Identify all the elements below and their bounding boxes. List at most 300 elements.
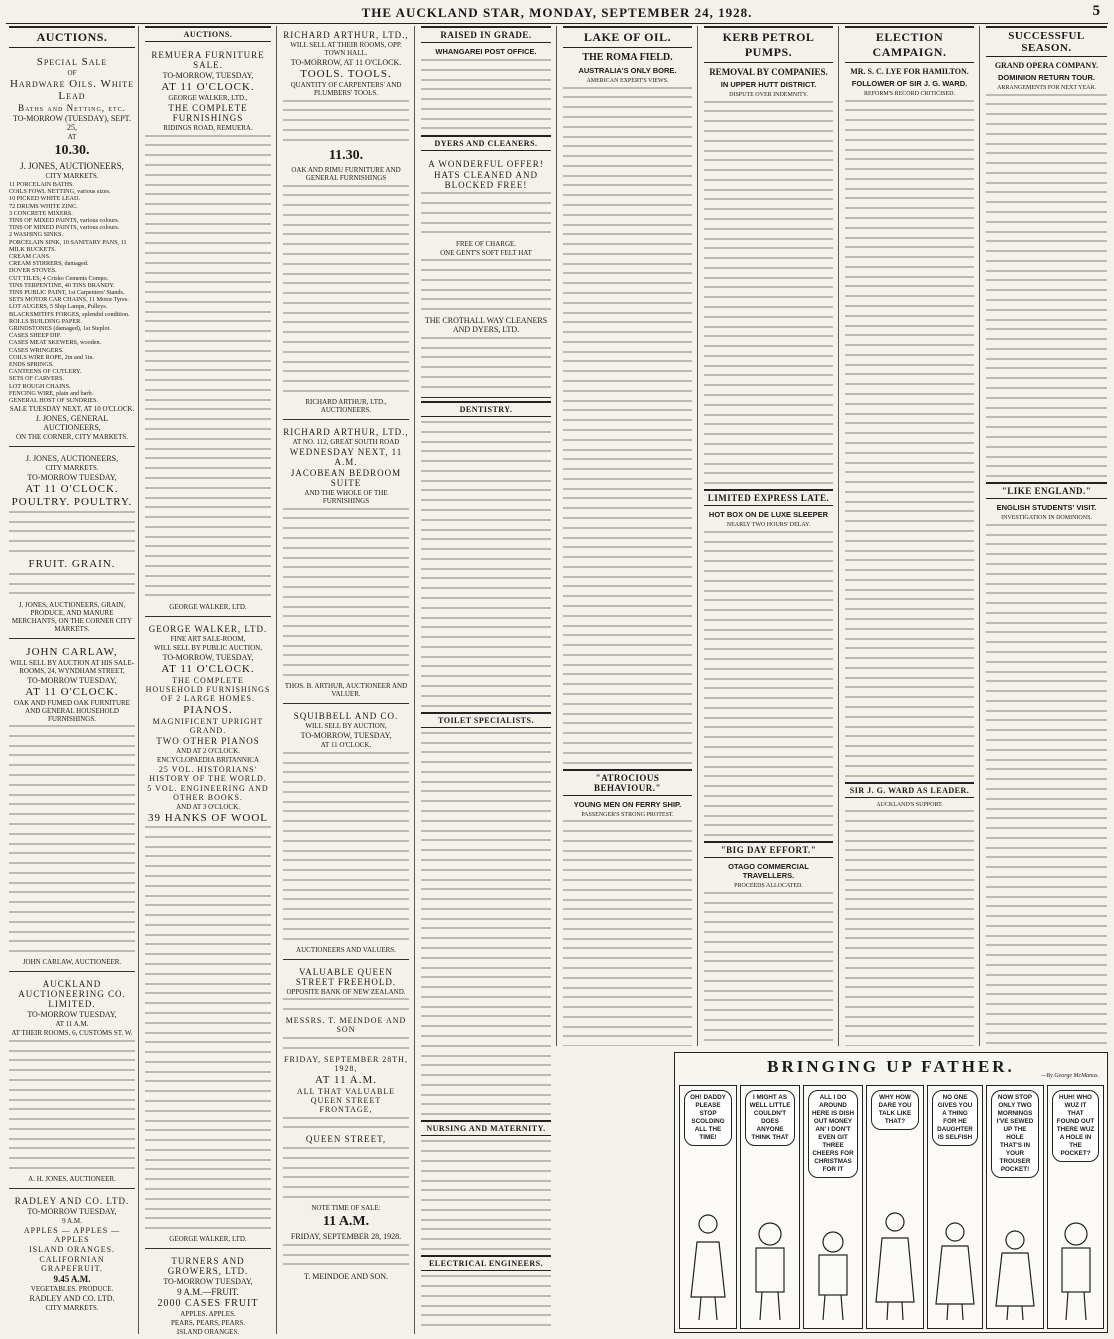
- ad-line: FRUIT. GRAIN.: [28, 558, 116, 571]
- ad-time: AT 11 O'CLOCK.: [25, 483, 119, 496]
- body-text-line: [845, 305, 974, 312]
- body-text-line: [845, 696, 974, 703]
- body-text-line: [283, 859, 409, 866]
- body-text-line: [145, 506, 271, 513]
- body-text-line: [283, 840, 409, 847]
- body-text-line: [421, 431, 551, 438]
- body-text-line: [986, 837, 1107, 844]
- body-text-line: [704, 824, 833, 831]
- body-text-line: [563, 1026, 692, 1033]
- body-text-line: [704, 990, 833, 997]
- body-text-line: [704, 306, 833, 313]
- body-text-line: [845, 491, 974, 498]
- body-text-line: [283, 566, 409, 573]
- turners-growers-ad: [145, 1252, 271, 1334]
- body-text-line: [704, 599, 833, 606]
- body-text-line: [986, 240, 1107, 247]
- arthur-tools-ad: [283, 26, 409, 420]
- body-text-line: [845, 540, 974, 547]
- body-text-line: [283, 194, 409, 201]
- subheadline: PASSENGER'S STRONG PROTEST.: [581, 811, 674, 818]
- body-text-line: [145, 1090, 271, 1097]
- body-text-line: [9, 573, 135, 580]
- ad-date: TO-MORROW, TUESDAY,: [162, 652, 254, 662]
- body-text-line: [845, 501, 974, 508]
- speech-bubble: NO ONE GIVES YOU A THING FOR HE DAUGHTER IS SELFISH: [932, 1090, 978, 1146]
- body-text-line: [845, 667, 974, 674]
- ad-line: GEORGE WALKER, LTD.: [148, 623, 268, 634]
- body-text-line: [986, 886, 1107, 893]
- body-text-line: [563, 409, 692, 416]
- body-text-line: [421, 1006, 551, 1013]
- body-text-line: [986, 710, 1107, 717]
- body-text-line: [421, 849, 551, 856]
- body-text-line: [563, 292, 692, 299]
- ad-line: FINE ART SALE-ROOM,: [170, 634, 246, 643]
- comic-panel-2: [740, 1085, 800, 1329]
- body-text-line: [704, 150, 833, 157]
- body-text-line: [704, 238, 833, 245]
- body-text-line: [283, 1196, 409, 1203]
- body-text-line: [283, 625, 409, 632]
- body-text-line: [283, 908, 409, 915]
- body-text-line: [986, 817, 1107, 824]
- ad-time: 9 A.M.—FRUIT.: [177, 1287, 239, 1298]
- body-text-line: [283, 918, 409, 925]
- body-text-line: [145, 418, 271, 425]
- body-text-line: [145, 953, 271, 960]
- speech-bubble: ALL I DO AROUND HERE IS DISH OUT MONEY AN' I DON'T EVEN GIT THREE CHEERS FOR CHRISTMAS FOR IT: [808, 1090, 858, 1178]
- body-text-line: [421, 810, 551, 817]
- body-text-line: [986, 152, 1107, 159]
- ad-date: TO-MORROW, TUESDAY,: [300, 731, 392, 741]
- body-text-line: [421, 957, 551, 964]
- ad-line: A WONDERFUL OFFER!: [428, 158, 544, 169]
- comic-panel-3: [803, 1085, 863, 1329]
- body-text-line: [283, 214, 409, 221]
- body-text-line: [421, 127, 551, 134]
- body-text-line: [845, 569, 974, 576]
- ad-line: OF: [67, 69, 77, 77]
- body-text-line: [283, 233, 409, 240]
- body-text-line: [986, 211, 1107, 218]
- ad-line: PEARS, PEARS, PEARS.: [170, 1319, 246, 1328]
- ad-line: AND THE WHOLE OF THE FURNISHINGS: [304, 489, 388, 506]
- body-text-line: [563, 517, 692, 524]
- body-text-line: [421, 967, 551, 974]
- body-text-line: [421, 79, 551, 86]
- body-text-line: [145, 1051, 271, 1058]
- body-text-line: [704, 130, 833, 137]
- body-text-line: [421, 656, 551, 663]
- body-text-line: [986, 925, 1107, 932]
- ad-line: AT NO. 112, GREAT SOUTH ROAD: [292, 438, 400, 447]
- lot-item: COILS FOWL NETTING, various sizes.: [9, 188, 111, 196]
- body-text-line: [704, 1009, 833, 1016]
- ad-line: ISLAND ORANGES.: [28, 1245, 116, 1255]
- ad-line: ONE GENT'S SOFT FELT HAT: [440, 248, 532, 257]
- body-text-line: [9, 774, 135, 781]
- daughter-figure-icon: [683, 1202, 733, 1322]
- body-text-line: [283, 547, 409, 554]
- body-text-line: [563, 918, 692, 925]
- body-text-line: [145, 1129, 271, 1136]
- body-text-line: [283, 517, 409, 524]
- body-text-line: [421, 771, 551, 778]
- body-text-line: [563, 859, 692, 866]
- body-text-line: [421, 279, 551, 286]
- body-text-line: [563, 1045, 692, 1046]
- body-text-line: [704, 970, 833, 977]
- body-text-line: [563, 664, 692, 671]
- body-text-line: [563, 1006, 692, 1013]
- body-text-line: [986, 289, 1107, 296]
- body-text-line: [704, 629, 833, 636]
- body-text-line: [145, 399, 271, 406]
- body-text-line: [283, 615, 409, 622]
- ad-signature: J. JONES, GENERAL AUCTIONEERS,: [35, 414, 109, 433]
- lot-item: 2 WASHING SINKS.: [9, 231, 64, 239]
- body-text-line: [421, 1160, 551, 1167]
- lot-item: CASES WRINGERS.: [9, 346, 64, 354]
- body-text-line: [145, 885, 271, 892]
- body-text-line: [563, 243, 692, 250]
- body-text-line: [145, 963, 271, 970]
- body-text-line: [986, 573, 1107, 580]
- body-text-line: [563, 605, 692, 612]
- body-text-line: [421, 607, 551, 614]
- lot-item: TINS PUBLIC PAINT, 1st Carpenters' Stands.: [9, 289, 125, 297]
- body-text-line: [9, 735, 135, 742]
- body-text-line: [145, 575, 271, 582]
- body-text-line: [145, 174, 271, 181]
- body-text-line: [986, 788, 1107, 795]
- body-text-line: [845, 471, 974, 478]
- body-text-line: [845, 967, 974, 974]
- body-text-line: [563, 615, 692, 622]
- ad-time: AND AT 3 O'CLOCK.: [176, 802, 240, 811]
- body-text-line: [845, 149, 974, 156]
- body-text-line: [283, 273, 409, 280]
- body-text-line: [145, 983, 271, 990]
- ad-signature: JOHN CARLAW, AUCTIONEER.: [22, 958, 122, 967]
- body-text-line: [986, 1042, 1107, 1046]
- ad-line: RICHARD ARTHUR, LTD.,: [283, 427, 409, 438]
- body-text-line: [986, 671, 1107, 678]
- comic-panel-7: [1047, 1085, 1104, 1329]
- body-text-line: [845, 550, 974, 557]
- body-text-line: [145, 846, 271, 853]
- body-text-line: [145, 1041, 271, 1048]
- body-text-line: [563, 429, 692, 436]
- ad-line: TURNERS AND GROWERS, LTD.: [167, 1256, 249, 1277]
- ad-line: ALL THAT VALUABLE QUEEN STREET FRONTAGE,: [296, 1086, 396, 1114]
- body-text-line: [704, 345, 833, 352]
- body-text-line: [145, 855, 271, 862]
- body-text-line: [145, 1188, 271, 1195]
- body-text-line: [986, 348, 1107, 355]
- ad-line: JOHN CARLAW,: [26, 645, 118, 658]
- mother-figure-icon: [930, 1212, 980, 1322]
- body-text-line: [9, 1059, 135, 1066]
- carlaw-sale-ad: [9, 642, 135, 973]
- ad-line: RADLEY AND CO. LTD.: [14, 1196, 130, 1207]
- body-text-line: [845, 227, 974, 234]
- ad-time: 9.45 A.M.: [53, 1274, 91, 1285]
- ad-line: TWO OTHER PIANOS: [156, 735, 260, 746]
- body-text-line: [283, 1254, 409, 1261]
- body-text-line: [145, 973, 271, 980]
- poultry-sale-ad: [9, 450, 135, 638]
- body-text-line: [986, 778, 1107, 785]
- body-text-line: [421, 558, 551, 565]
- body-text-line: [986, 768, 1107, 775]
- body-text-line: [845, 859, 974, 866]
- body-text-line: [283, 185, 409, 192]
- body-text-line: [563, 732, 692, 739]
- ad-line: 39 HANKS OF WOOL: [148, 811, 268, 824]
- body-text-line: [145, 497, 271, 504]
- hardware-sale-ad: [9, 52, 135, 447]
- body-text-line: [283, 263, 409, 270]
- body-text-line: [421, 356, 551, 363]
- body-text-line: [145, 154, 271, 161]
- ad-signature: THE CROTHALL WAY CLEANERS AND DYERS, LTD.: [424, 316, 548, 335]
- body-text-line: [563, 537, 692, 544]
- body-text-line: [563, 184, 692, 191]
- body-text-line: [9, 940, 135, 947]
- body-text-line: [9, 754, 135, 761]
- body-text-line: [563, 556, 692, 563]
- lot-item: CASES SHEEP DIP.: [9, 332, 61, 340]
- body-text-line: [563, 106, 692, 113]
- body-text-line: [145, 1178, 271, 1185]
- speech-bubble: HUH! WHO WUZ IT THAT FOUND OUT THERE WUZ A HOLE IN THE POCKET?: [1052, 1090, 1099, 1162]
- body-text-line: [704, 892, 833, 899]
- body-text-line: [704, 1039, 833, 1046]
- body-text-line: [563, 400, 692, 407]
- body-text-line: [9, 1167, 135, 1174]
- body-text-line: [145, 457, 271, 464]
- body-text-line: [563, 634, 692, 641]
- body-text-line: [845, 686, 974, 693]
- body-text-line: [704, 365, 833, 372]
- ad-line: HATS CLEANED AND BLOCKED FREE!: [433, 169, 538, 190]
- body-text-line: [986, 729, 1107, 736]
- ad-time: 11 A.M.: [322, 1214, 370, 1230]
- ad-line: ENCYCLOPAEDIA BRITANNICA: [156, 755, 260, 764]
- body-text-line: [986, 309, 1107, 316]
- ad-date: WEDNESDAY NEXT, 11 A.M.: [289, 447, 403, 468]
- body-text-line: [283, 527, 409, 534]
- body-text-line: [986, 876, 1107, 883]
- ad-line: Hardware Oils. White Lead: [9, 78, 135, 102]
- ad-line: Baths and Netting, etc.: [18, 103, 126, 113]
- body-text-line: [986, 651, 1107, 658]
- body-text-line: [986, 191, 1107, 198]
- body-text-line: [986, 827, 1107, 834]
- body-text-line: [283, 204, 409, 211]
- column-divider: [276, 26, 277, 1334]
- lot-item: SETS OF CARVERS.: [9, 375, 65, 383]
- body-text-line: [421, 800, 551, 807]
- body-text-line: [145, 1168, 271, 1175]
- body-text-line: [845, 706, 974, 713]
- body-text-line: [283, 820, 409, 827]
- body-text-line: [283, 596, 409, 603]
- body-text-line: [283, 302, 409, 309]
- section-header: ELECTRICAL ENGINEERS.: [421, 1255, 551, 1271]
- body-text-line: [283, 898, 409, 905]
- ad-signature: RADLEY AND CO. LTD.: [29, 1294, 115, 1304]
- body-text-line: [704, 805, 833, 812]
- body-text-line: [845, 947, 974, 954]
- body-text-line: [986, 377, 1107, 384]
- body-text-line: [421, 337, 551, 344]
- ad-signature: GEORGE WALKER, LTD.: [169, 602, 247, 611]
- ad-signature: RICHARD ARTHUR, LTD., AUCTIONEERS.: [305, 398, 387, 415]
- body-text-line: [986, 798, 1107, 805]
- ad-line: PIANOS.: [183, 703, 233, 716]
- body-text-line: [9, 1157, 135, 1164]
- body-text-line: [845, 442, 974, 449]
- body-text-line: [145, 526, 271, 533]
- lot-item: DOVER STOVES.: [9, 267, 57, 275]
- body-text-line: [986, 103, 1107, 110]
- lot-item: SETS MOTOR CAR CHAINS, 11 Motor Tyres.: [9, 296, 129, 304]
- body-text-line: [704, 795, 833, 802]
- subheadline: ARRANGEMENTS FOR NEXT YEAR.: [996, 85, 1096, 91]
- body-text-line: [845, 618, 974, 625]
- ad-line: AT: [67, 133, 77, 141]
- body-text-line: [704, 726, 833, 733]
- body-text-line: [9, 843, 135, 850]
- body-text-line: [563, 96, 692, 103]
- body-text-line: [283, 109, 409, 116]
- body-text-line: [283, 998, 409, 1005]
- lot-item: ENDS SPRINGS.: [9, 361, 54, 369]
- ad-line: GEORGE WALKER, LTD.,: [168, 94, 248, 102]
- body-text-line: [704, 394, 833, 401]
- body-text-line: [421, 480, 551, 487]
- body-text-line: [563, 488, 692, 495]
- body-text-line: [986, 563, 1107, 570]
- body-text-line: [845, 178, 974, 185]
- body-text-line: [9, 784, 135, 791]
- body-text-line: [421, 577, 551, 584]
- body-text-line: [704, 482, 833, 489]
- ad-line: QUANTITY OF CARPENTERS' AND PLUMBERS' TOOLS.: [290, 81, 402, 97]
- ad-line: REMUERA FURNITURE SALE.: [151, 50, 265, 70]
- body-text-line: [283, 889, 409, 896]
- body-text-line: [421, 538, 551, 545]
- mother-figure-icon: [870, 1202, 920, 1322]
- column-divider: [838, 26, 839, 1046]
- ad-line: APPLES — APPLES — APPLES: [23, 1226, 121, 1245]
- body-text-line: [704, 433, 833, 440]
- lot-item: CASES MEAT SKEWERS, wooden.: [9, 339, 102, 347]
- body-text-line: [986, 162, 1107, 169]
- body-text-line: [145, 1159, 271, 1166]
- body-text-line: [283, 664, 409, 671]
- body-text-line: [283, 635, 409, 642]
- body-text-line: [421, 918, 551, 925]
- body-text-line: [704, 257, 833, 264]
- body-text-line: [9, 813, 135, 820]
- body-text-line: [145, 262, 271, 269]
- ad-line: SQUIBBELL AND CO.: [293, 711, 399, 722]
- body-text-line: [421, 685, 551, 692]
- body-text-line: [283, 1186, 409, 1193]
- body-text-line: [845, 207, 974, 214]
- fine-art-sale-ad: [145, 620, 271, 1250]
- body-text-line: [563, 752, 692, 759]
- body-text-line: [421, 509, 551, 516]
- body-text-line: [283, 674, 409, 681]
- lot-item: 3 CONCRETE MIXERS.: [9, 209, 73, 217]
- body-text-line: [283, 810, 409, 817]
- body-text-line: [704, 746, 833, 753]
- lot-item: TINS TERPENTINE, 40 TINS BRANDY.: [9, 281, 115, 289]
- subheadline: MR. S. C. LYE FOR HAMILTON.: [850, 67, 969, 76]
- body-text-line: [283, 253, 409, 260]
- body-text-line: [986, 456, 1107, 463]
- body-text-line: [845, 977, 974, 984]
- body-text-line: [845, 403, 974, 410]
- body-text-line: [704, 941, 833, 948]
- body-text-line: [986, 182, 1107, 189]
- body-text-line: [9, 1040, 135, 1047]
- headline: LIMITED EXPRESS LATE.: [704, 489, 833, 506]
- body-text-line: [563, 136, 692, 143]
- body-text-line: [421, 705, 551, 712]
- body-text-line: [145, 826, 271, 833]
- body-text-line: [421, 222, 551, 229]
- ad-line: THE COMPLETE FURNISHINGS: [168, 103, 248, 123]
- body-text-line: [704, 648, 833, 655]
- body-text-line: [421, 460, 551, 467]
- body-text-line: [421, 347, 551, 354]
- body-text-line: [421, 1275, 551, 1282]
- lot-item: TINS OF MIXED PAINTS, various colours.: [9, 224, 120, 232]
- headline: "BIG DAY EFFORT.": [704, 841, 833, 858]
- body-text-line: [845, 364, 974, 371]
- body-text-line: [845, 315, 974, 322]
- body-text-line: [704, 326, 833, 333]
- body-text-line: [704, 1029, 833, 1036]
- body-text-line: [845, 422, 974, 429]
- body-text-line: [283, 243, 409, 250]
- body-text-line: [986, 719, 1107, 726]
- ad-signature: THOS. B. ARTHUR, AUCTIONEER AND VALUER.: [284, 682, 408, 699]
- body-text-line: [421, 568, 551, 575]
- body-text-line: [145, 585, 271, 592]
- body-text-line: [704, 560, 833, 567]
- ad-line: RICHARD ARTHUR, LTD.,: [283, 30, 409, 40]
- body-text-line: [845, 755, 974, 762]
- body-text-line: [845, 889, 974, 896]
- body-text-line: [283, 312, 409, 319]
- ad-date: TO-MORROW TUESDAY,: [27, 1207, 117, 1217]
- body-text-line: [845, 918, 974, 925]
- body-text-line: [421, 1140, 551, 1147]
- headline: KERB PETROL PUMPS.: [704, 26, 833, 63]
- auckland-auctioneering-ad: [9, 975, 135, 1189]
- body-text-line: [704, 296, 833, 303]
- body-text-line: [421, 1189, 551, 1196]
- body-text-line: [145, 536, 271, 543]
- body-text-line: [563, 370, 692, 377]
